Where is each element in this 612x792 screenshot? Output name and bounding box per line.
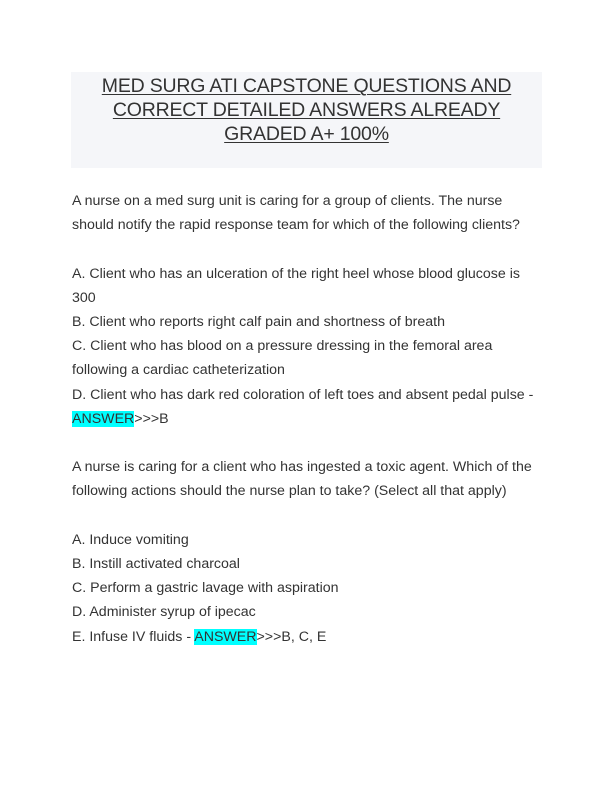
answer-option-prefix: E. Infuse IV fluids - <box>72 628 195 645</box>
answer-option-line: D. Administer syrup of ipecac <box>72 604 256 621</box>
answer-option-line: C. Client who has blood on a pressure dressing in the femoral area <box>72 338 493 355</box>
document-title: MED SURG ATI CAPSTONE QUESTIONS AND CORRECT DETAILED ANSWERS ALREADY GRADED A+ 100% <box>101 75 512 145</box>
answer-option-line: B. Instill activated charcoal <box>72 556 240 572</box>
answer-line <box>72 407 542 431</box>
answer-highlight: ANSWER <box>194 628 257 645</box>
answer-option-line: 300 <box>72 289 96 306</box>
answer-line <box>72 625 542 649</box>
answer-option-line: C. Perform a gastric lavage with aspiration <box>72 580 339 597</box>
document-body <box>72 189 542 649</box>
answer-option-line: following a cardiac catheterization <box>72 362 285 379</box>
answer-highlight: ANSWER <box>72 410 135 427</box>
answer-option-line: B. Client who reports right calf pain and shortness of breath <box>72 314 446 330</box>
spacer <box>72 237 542 261</box>
spacer <box>72 504 542 528</box>
question-stem-line: A nurse is caring for a client who has ingested a toxic agent. Which of the <box>72 459 532 476</box>
title-box <box>71 72 542 168</box>
answer-option-line: D. Client who has dark red coloration of left toes and absent pedal pulse - <box>72 386 534 403</box>
question-stem-line: following actions should the nurse plan to take? (Select all that apply) <box>72 483 507 500</box>
question-stem-line: A nurse on a med surg unit is caring for a group of clients. The nurse <box>72 193 503 209</box>
question-1 <box>72 189 542 431</box>
answer-option-line: A. Client who has an ulceration of the right heel whose blood glucose is <box>72 265 520 282</box>
answer-value: >>>B <box>134 410 169 427</box>
answer-option-line: A. Induce vomiting <box>72 531 189 548</box>
question-stem-line: should notify the rapid response team for which of the following clients? <box>72 217 520 234</box>
spacer <box>72 431 542 455</box>
answer-value: >>>B, C, E <box>256 628 327 645</box>
question-2 <box>72 455 542 649</box>
